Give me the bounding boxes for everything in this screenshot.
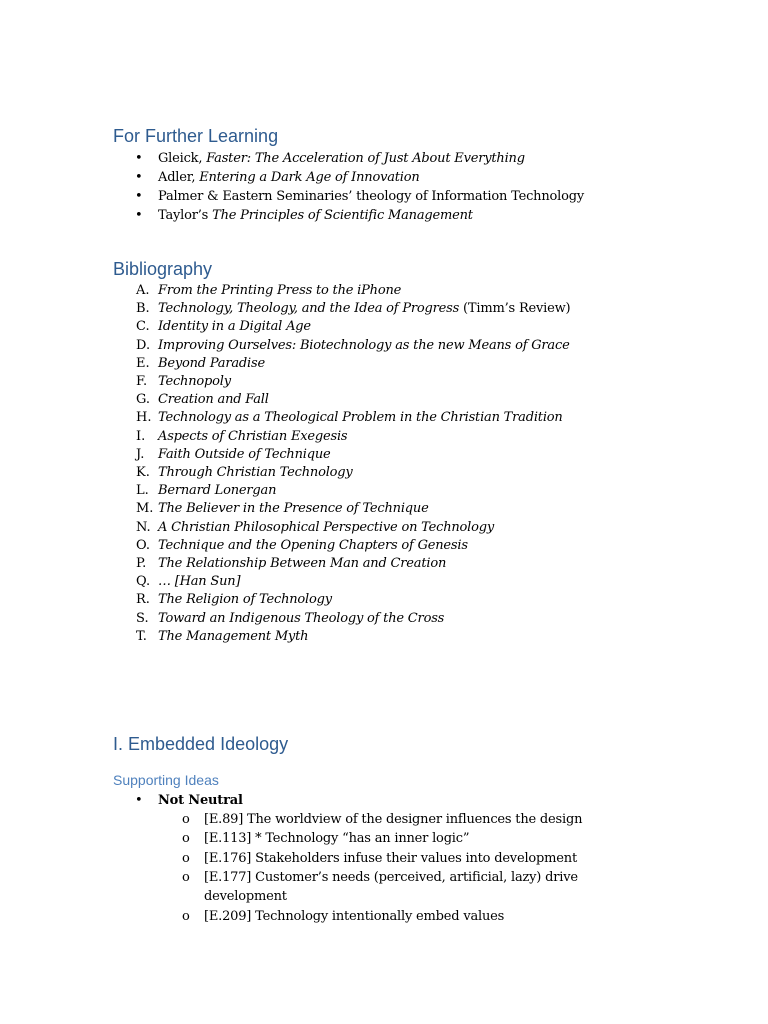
bibliography-item <box>158 282 401 300</box>
bibliography-letter: D. <box>136 338 151 353</box>
bibliography-item <box>158 337 570 355</box>
item-author: Adler, <box>158 170 200 185</box>
bibliography-letter: G. <box>136 392 151 407</box>
bibliography-letter: R. <box>136 592 150 607</box>
item-author: Palmer & Eastern Seminaries’ theology of Information Technology <box>158 189 584 204</box>
sub-bullet-glyph: o <box>182 850 190 866</box>
bibliography-title: The Relationship Between Man and Creation <box>158 556 447 571</box>
sub-bullet-glyph: o <box>182 831 190 847</box>
bibliography-title: Through Christian Technology <box>158 465 353 480</box>
bibliography-item <box>158 610 444 628</box>
further-learning-item <box>158 207 473 225</box>
list-bullet: • <box>135 189 143 204</box>
list-bullet: • <box>135 170 143 185</box>
bibliography-letter: A. <box>136 283 150 298</box>
bibliography-title: Improving Ourselves: Biotechnology as the new Means of Grace <box>158 338 570 353</box>
further-learning-item <box>158 188 584 206</box>
bibliography-letter: C. <box>136 319 150 334</box>
bibliography-item <box>158 628 308 646</box>
further-learning-heading: For Further Learning <box>113 126 279 146</box>
bibliography-title: Creation and Fall <box>158 392 269 407</box>
bibliography-item <box>158 482 276 500</box>
bibliography-letter: P. <box>136 556 147 571</box>
item-author: Taylor’s <box>158 208 213 223</box>
bibliography-title: Technology, Theology, and the Idea of Progress <box>158 301 460 316</box>
bibliography-item <box>158 409 563 427</box>
bibliography-title: Beyond Paradise <box>158 356 265 371</box>
bibliography-item <box>158 428 347 446</box>
point-bullet: • <box>135 793 143 808</box>
bibliography-item <box>158 300 570 318</box>
bibliography-title: Technopoly <box>158 374 231 389</box>
bibliography-title: A Christian Philosophical Perspective on Technology <box>158 520 495 535</box>
bibliography-item <box>158 591 332 609</box>
bibliography-title: Bernard Lonergan <box>158 483 277 498</box>
bibliography-letter: K. <box>136 465 150 480</box>
bibliography-letter: I. <box>136 429 146 444</box>
bibliography-item <box>158 573 240 591</box>
bibliography-item <box>158 464 353 482</box>
bibliography-item <box>158 373 231 391</box>
bibliography-title: Toward an Indigenous Theology of the Cross <box>158 611 445 626</box>
bibliography-letter: O. <box>136 538 151 553</box>
bibliography-item <box>158 318 311 336</box>
bibliography-title: Technology as a Theological Problem in the Christian Tradition <box>158 410 563 425</box>
supporting-idea-line: [E.209] Technology intentionally embed values <box>204 908 505 924</box>
bibliography-letter: B. <box>136 301 150 316</box>
bibliography-heading: Bibliography <box>113 259 213 279</box>
bibliography-letter: H. <box>136 410 152 425</box>
item-author: Gleick, <box>158 151 207 166</box>
item-title: Entering a Dark Age of Innovation <box>199 170 420 185</box>
bibliography-letter: J. <box>136 447 145 462</box>
bibliography-letter: E. <box>136 356 150 371</box>
bibliography-title: The Believer in the Presence of Technique <box>158 501 429 516</box>
bibliography-letter: Q. <box>136 574 151 589</box>
bibliography-letter: T. <box>136 629 147 644</box>
list-bullet: • <box>135 151 143 166</box>
point-label: Not Neutral <box>158 793 243 808</box>
supporting-ideas-subheading: Supporting Ideas <box>113 772 219 788</box>
bibliography-title: Technique and the Opening Chapters of Genesis <box>158 538 468 553</box>
supporting-idea-line: [E.176] Stakeholders infuse their values into development <box>204 850 577 866</box>
bibliography-title: The Management Myth <box>158 629 309 644</box>
bibliography-item <box>158 519 494 537</box>
bibliography-note: (Timm’s Review) <box>459 301 571 316</box>
sub-bullet-glyph: o <box>182 869 190 885</box>
bibliography-title: Faith Outside of Technique <box>158 447 331 462</box>
bibliography-item <box>158 500 429 518</box>
sub-bullet-glyph: o <box>182 812 190 827</box>
supporting-idea-line: [E.89] The worldview of the designer influences the design <box>204 812 583 827</box>
bibliography-title: From the Printing Press to the iPhone <box>158 283 402 298</box>
bibliography-item <box>158 537 468 555</box>
supporting-idea-line: [E.113] * Technology “has an inner logic” <box>204 831 470 847</box>
bibliography-title: Aspects of Christian Exegesis <box>158 429 348 444</box>
bibliography-item <box>158 391 269 409</box>
bibliography-title: … [Han Sun] <box>158 574 241 589</box>
list-bullet: • <box>135 208 143 223</box>
bibliography-letter: L. <box>136 483 149 498</box>
bibliography-item <box>158 355 265 373</box>
sub-bullet-glyph: o <box>182 908 190 924</box>
item-title: The Principles of Scientific Management <box>212 208 473 223</box>
further-learning-item <box>158 150 525 168</box>
bibliography-item <box>158 555 446 573</box>
section-heading: I. Embedded Ideology <box>113 734 289 754</box>
supporting-idea-line: development <box>204 889 287 905</box>
bibliography-title: Identity in a Digital Age <box>158 319 311 334</box>
bibliography-letter: M. <box>136 501 154 516</box>
bibliography-title: The Religion of Technology <box>158 592 332 607</box>
bibliography-letter: S. <box>136 611 149 626</box>
bibliography-letter: F. <box>136 374 148 389</box>
bibliography-letter: N. <box>136 520 151 535</box>
item-title: Faster: The Acceleration of Just About Everything <box>206 151 525 166</box>
supporting-idea-line: [E.177] Customer’s needs (perceived, artificial, lazy) drive <box>204 869 578 885</box>
bibliography-item <box>158 446 331 464</box>
further-learning-item <box>158 169 420 187</box>
